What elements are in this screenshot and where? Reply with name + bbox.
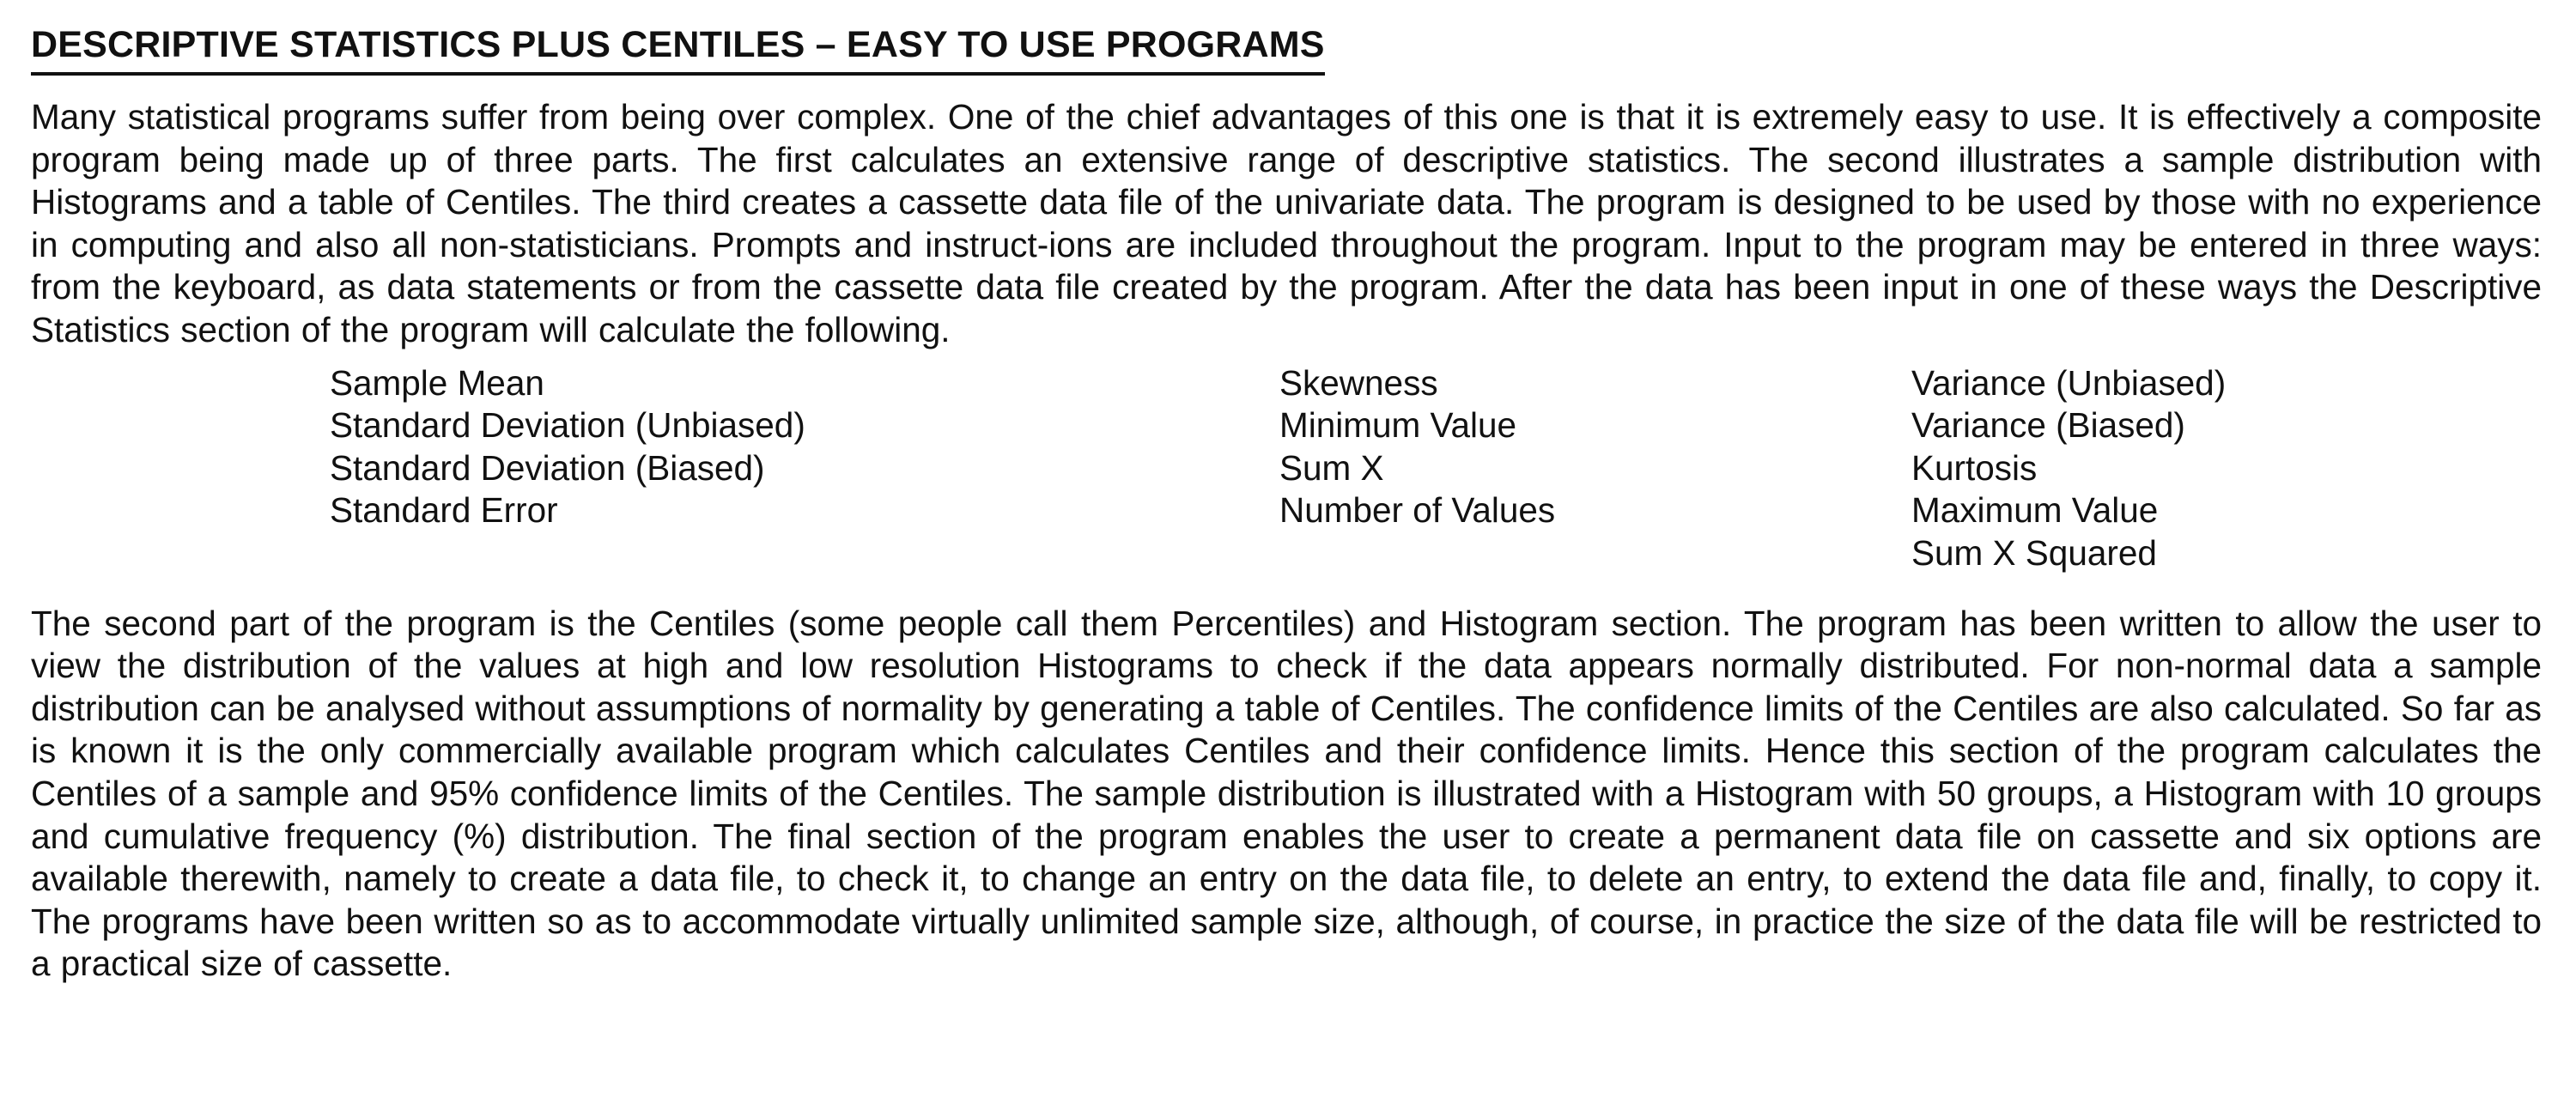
statistic-item: Sum X Squared	[1911, 532, 2157, 573]
statistic-item: Number of Values	[1279, 490, 1556, 531]
statistic-item: Standard Deviation (Unbiased)	[330, 405, 805, 446]
statistic-item: Sample Mean	[330, 362, 544, 403]
statistic-item: Standard Deviation (Biased)	[330, 447, 765, 488]
centiles-paragraph: The second part of the program is the Centiles (some people call them Percentiles) and Histogram section. The program has been written to allow the user to view the distribution of the values at high and low resolution Histograms to check if the data appears normally distributed. For non-normal data a sample distribution can be analysed without assumptions of normality by generating a table of Centiles. The confidence limits of the Centiles are also calculated. So far as is known it is the only commercially available program which calculates Centiles and their confidence limits. Hence this section of the program calculates the Centiles of a sample and 95% confidence limits of the Centiles. The sample distribution is illustrated with a Histogram with 50 groups, a Histogram with 10 groups and cumulative frequency (%) distribution. The final section of the program enables the user to create a permanent data file on cassette and six options are available therewith, namely to create a data file, to check it, to change an entry on the data file, to delete an entry, to extend the data file and, finally, to copy it. The programs have been written so as to accommodate virtually unlimited sample size, although, of course, in practice the size of the data file will be restricted to a practical size of cassette.	[31, 603, 2542, 984]
statistic-item: Variance (Unbiased)	[1911, 362, 2227, 403]
statistic-item: Variance (Biased)	[1911, 405, 2185, 446]
statistic-item: Maximum Value	[1911, 490, 2159, 531]
document-title: DESCRIPTIVE STATISTICS PLUS CENTILES – EASY TO USE PROGRAMS	[31, 19, 1325, 76]
statistic-item: Sum X	[1279, 447, 1384, 488]
statistics-list	[31, 362, 2542, 584]
statistic-item: Skewness	[1279, 362, 1438, 403]
statistics-column-3	[1911, 362, 2226, 575]
statistic-item: Standard Error	[330, 490, 558, 531]
statistic-item: Kurtosis	[1911, 447, 2038, 488]
intro-paragraph: Many statistical programs suffer from being over complex. One of the chief advantages of this one is that it is extremely easy to use. It is effectively a composite program being made up of three parts. The first calculates an extensive range of descriptive statistics. The second illustrates a sample distribution with Histograms and a table of Centiles. The third creates a cassette data file of the univariate data. The program is designed to be used by those with no experience in computing and also all non-statisticians. Prompts and instruct-ions are included throughout the program. Input to the program may be entered in three ways: from the keyboard, as data statements or from the cassette data file created by the program. After the data has been input in one of these ways the Descriptive Statistics section of the program will calculate the following.	[31, 97, 2542, 349]
statistic-item: Minimum Value	[1279, 405, 1517, 446]
document	[31, 19, 2542, 986]
statistics-column-1	[330, 362, 805, 532]
statistics-column-2	[1279, 362, 1555, 532]
